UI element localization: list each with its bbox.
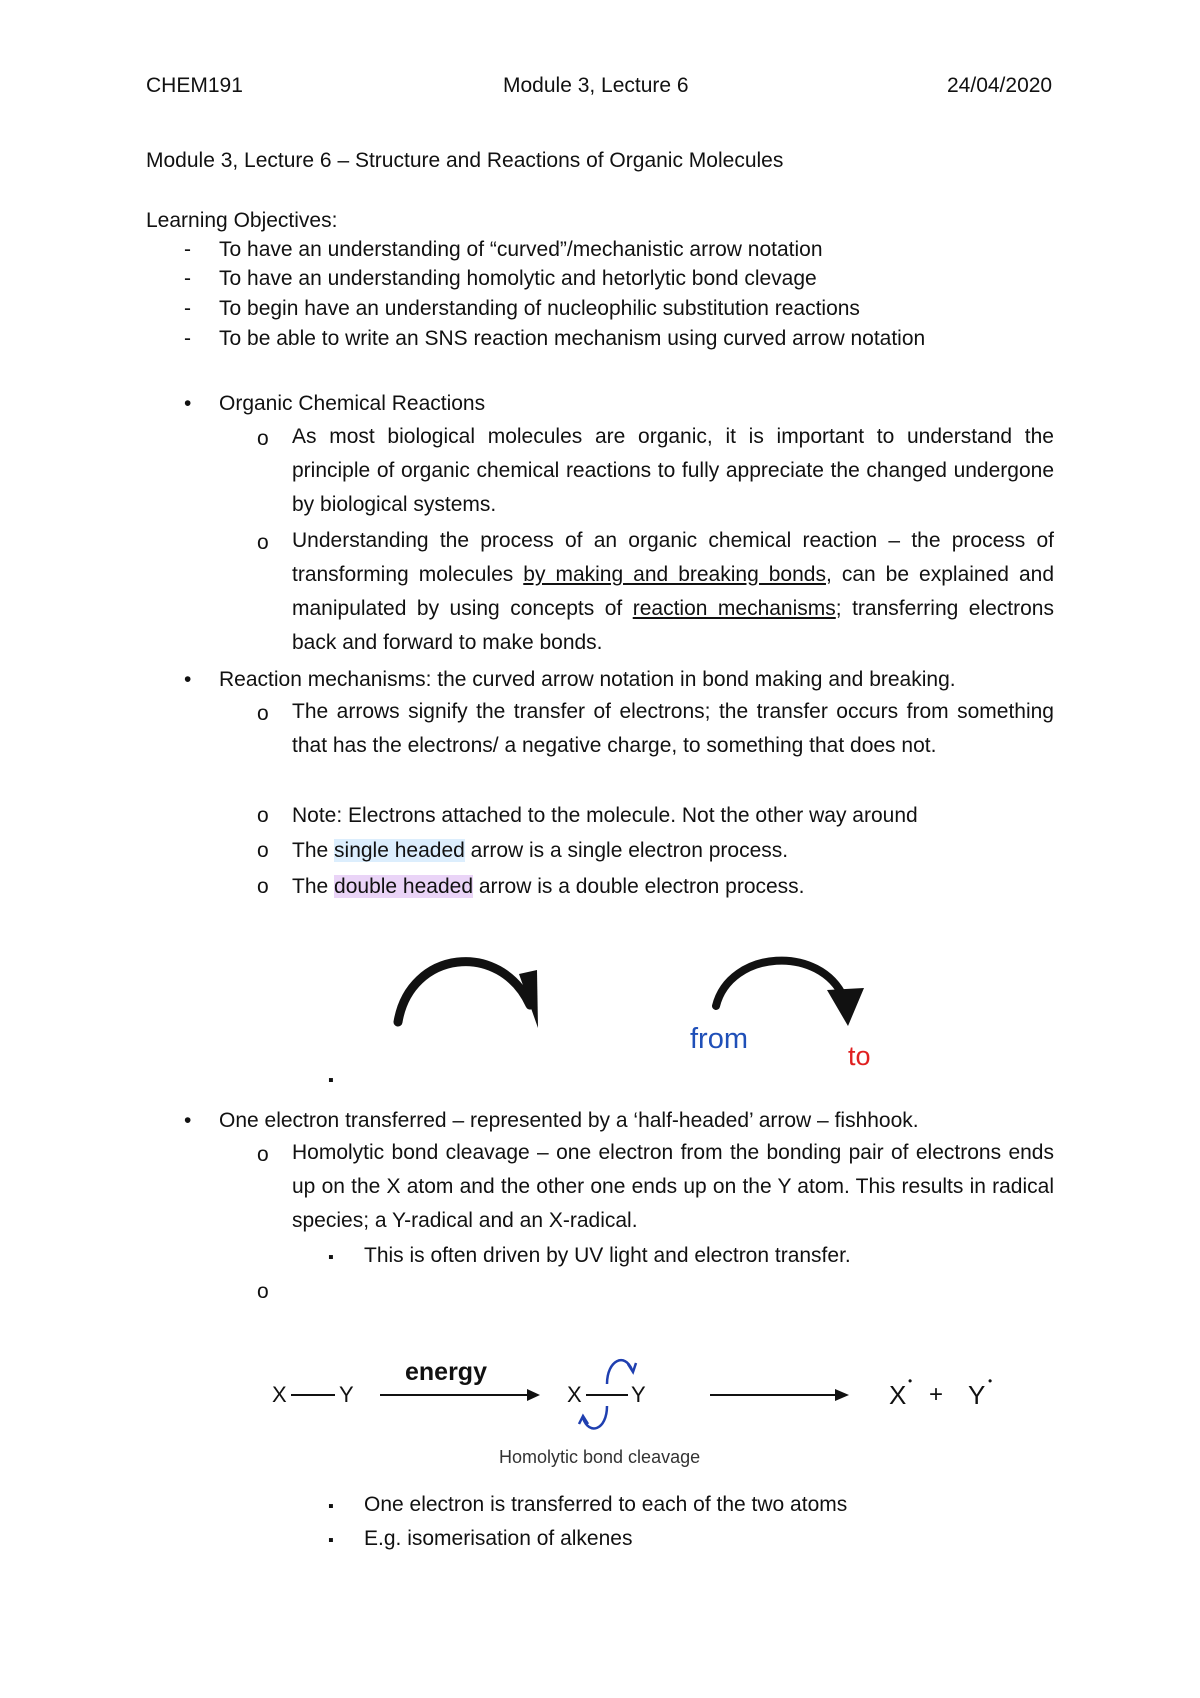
bullet-marker: • <box>184 668 192 691</box>
header-lecture: Module 3, Lecture 6 <box>503 74 689 97</box>
square-marker: ▪ <box>328 1532 334 1549</box>
paragraph-double-headed: The double headed arrow is a double electron process. <box>292 875 805 898</box>
atom-x: X <box>272 1382 287 1407</box>
sub-item-isomerisation: E.g. isomerisation of alkenes <box>364 1527 633 1550</box>
from-label: from <box>690 1023 748 1055</box>
fishhook-down-icon <box>583 1406 607 1428</box>
plus-sign: + <box>929 1381 944 1408</box>
paragraph-single-headed: The single headed arrow is a single electron process. <box>292 839 789 862</box>
energy-label: energy <box>405 1358 487 1386</box>
paragraph-arrows-signify: The arrows signify the transfer of electrons; the transfer occurs from something that has the electrons/ a negative charge, to something that does not. <box>292 700 1054 757</box>
energy-arrow-head <box>527 1389 540 1401</box>
atom-y: Y <box>339 1382 354 1407</box>
header-date: 24/04/2020 <box>947 74 1053 97</box>
product-x: X <box>889 1380 907 1410</box>
radical-dot-x: • <box>908 1374 913 1388</box>
document-title: Module 3, Lecture 6 – Structure and Reactions of Organic Molecules <box>146 149 784 172</box>
square-marker: ▪ <box>328 1498 334 1515</box>
circle-marker: o <box>257 531 269 554</box>
dash-marker: - <box>184 238 191 261</box>
sub-item-electron-each-atom: One electron is transferred to each of the two atoms <box>364 1493 848 1516</box>
objectives-heading: Learning Objectives: <box>146 209 338 232</box>
square-marker: ▪ <box>328 1072 334 1089</box>
circle-marker: o <box>257 875 269 898</box>
paragraph-biological-molecules: As most biological molecules are organic, it is important to understand the principle of organic chemical reactions to fully appreciate the changed undergone by biological systems. <box>292 425 1054 516</box>
circle-marker: o <box>257 804 269 827</box>
figure-caption: Homolytic bond cleavage <box>499 1447 701 1467</box>
square-marker: ▪ <box>328 1249 334 1266</box>
underlined-making-breaking-bonds: by making and breaking bonds <box>523 563 826 586</box>
circle-marker: o <box>257 702 269 725</box>
highlight-single-headed: single headed <box>334 839 465 862</box>
dash-marker: - <box>184 327 191 350</box>
circle-marker: o <box>257 839 269 862</box>
paragraph-reaction-process: Understanding the process of an organic chemical reaction – the process of transforming molecules by making and breaking bonds, can be explained and manipulated by using concepts of reaction mechanisms; transferring electrons back and forward to make bonds. <box>292 529 1054 654</box>
circle-marker: o <box>257 427 269 450</box>
bullet-marker: • <box>184 1109 192 1132</box>
radical-dot-y: • <box>988 1374 993 1388</box>
objective-item: To be able to write an SNS reaction mechanism using curved arrow notation <box>219 327 926 350</box>
underlined-reaction-mechanisms: reaction mechanisms <box>632 597 836 620</box>
full-arrow-icon <box>716 961 844 1006</box>
paragraph-note-electrons: Note: Electrons attached to the molecule. Not the other way around <box>292 804 918 827</box>
dash-marker: - <box>184 297 191 320</box>
objective-item: To begin have an understanding of nucleophilic substitution reactions <box>219 297 860 320</box>
objective-item: To have an understanding of “curved”/mechanistic arrow notation <box>219 238 823 261</box>
fishhook-up-icon <box>607 1360 632 1384</box>
to-label: to <box>848 1041 871 1071</box>
dash-marker: - <box>184 267 191 290</box>
cleave-atom-x: X <box>567 1382 582 1407</box>
highlight-double-headed: double headed <box>334 875 474 898</box>
circle-marker: o <box>257 1280 269 1303</box>
circle-marker: o <box>257 1143 269 1166</box>
objective-item: To have an understanding homolytic and hetorlytic bond clevage <box>219 267 817 290</box>
product-y: Y <box>968 1380 986 1410</box>
paragraph-homolytic-cleavage: Homolytic bond cleavage – one electron from the bonding pair of electrons ends up on the X atom and the other one ends up on the Y atom. This results in radical species; a Y-radical and an X-radical. <box>292 1141 1054 1232</box>
fishhook-arrow-icon <box>398 962 530 1022</box>
sub-item-uv-light: This is often driven by UV light and electron transfer. <box>364 1244 851 1267</box>
section-heading-organic-reactions: Organic Chemical Reactions <box>219 392 486 415</box>
full-arrow-head <box>827 988 864 1026</box>
curved-arrow-figure <box>380 930 900 1080</box>
section-heading-reaction-mechanisms: Reaction mechanisms: the curved arrow notation in bond making and breaking. <box>219 668 956 691</box>
section-heading-one-electron: One electron transferred – represented by a ‘half-headed’ arrow – fishhook. <box>219 1109 919 1132</box>
bullet-marker: • <box>184 392 192 415</box>
cleave-atom-y: Y <box>631 1382 646 1407</box>
header-course: CHEM191 <box>146 74 243 97</box>
homolytic-cleavage-figure <box>255 1340 1035 1480</box>
product-arrow-head <box>835 1389 849 1401</box>
